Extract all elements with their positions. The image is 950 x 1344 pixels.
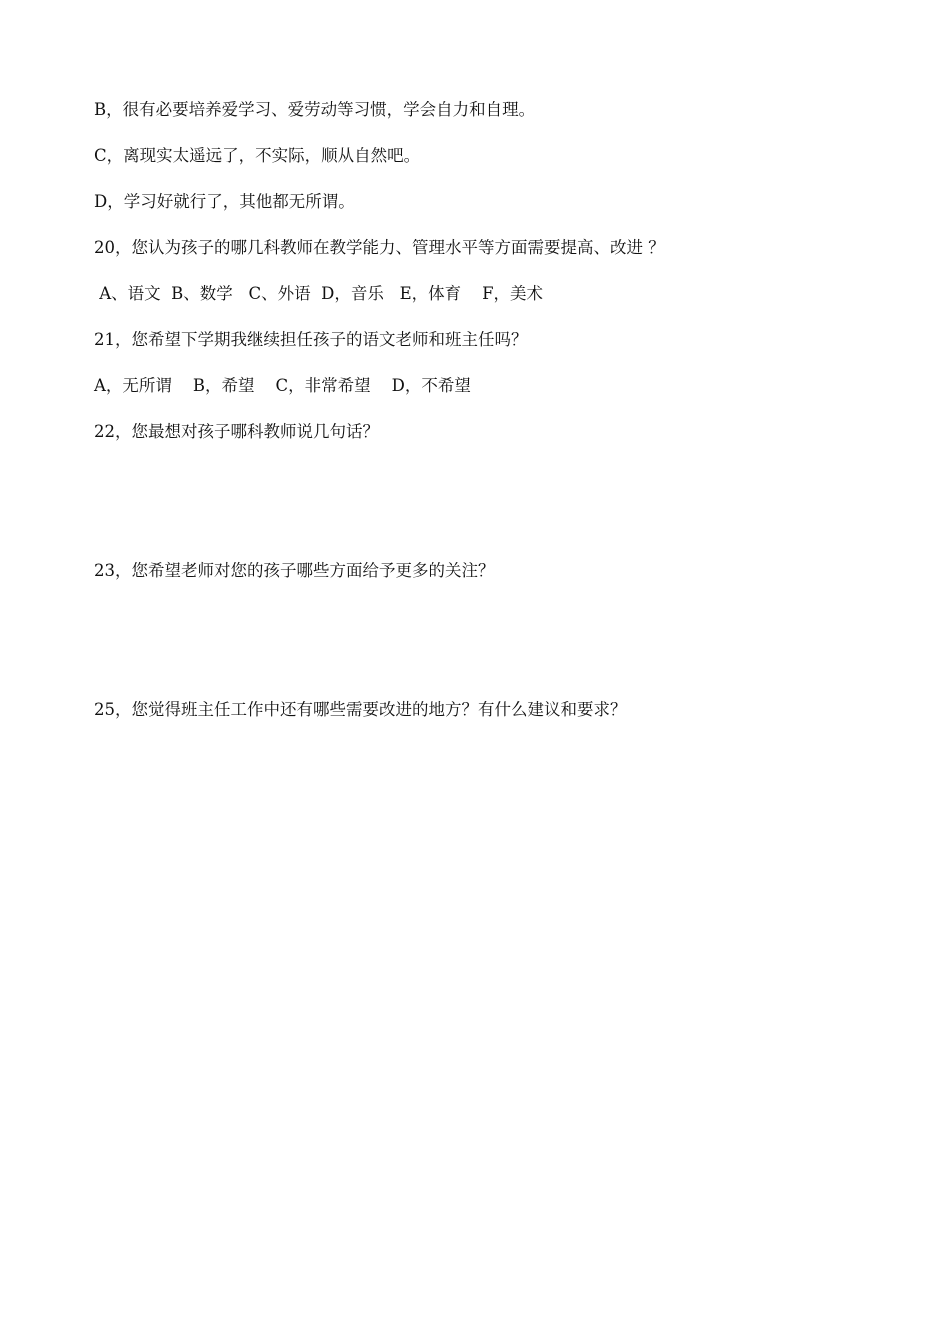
question-20-options: A、语文 B、数学 C、外语 D，音乐 E，体育 F，美术 (94, 284, 544, 303)
question-23: 23，您希望老师对您的孩子哪些方面给予更多的关注？ (94, 561, 495, 580)
question-21: 21，您希望下学期我继续担任孩子的语文老师和班主任吗？ (94, 330, 528, 349)
question-20: 20，您认为孩子的哪几科教师在教学能力、管理水平等方面需要提高、改进 ？ (94, 238, 665, 257)
option-b-line: B，很有必要培养爱学习、爱劳动等习惯，学会自力和自理。 (94, 100, 536, 119)
question-21-options: A，无所谓 B，希望 C，非常希望 D，不希望 (94, 376, 471, 395)
option-d-line: D，学习好就行了，其他都无所谓。 (94, 192, 355, 211)
question-25: 25，您觉得班主任工作中还有哪些需要改进的地方？有什么建议和要求？ (94, 700, 627, 719)
option-c-line: C，离现实太遥远了，不实际，顺从自然吧。 (94, 146, 421, 165)
question-22: 22，您最想对孩子哪科教师说几句话？ (94, 422, 379, 441)
